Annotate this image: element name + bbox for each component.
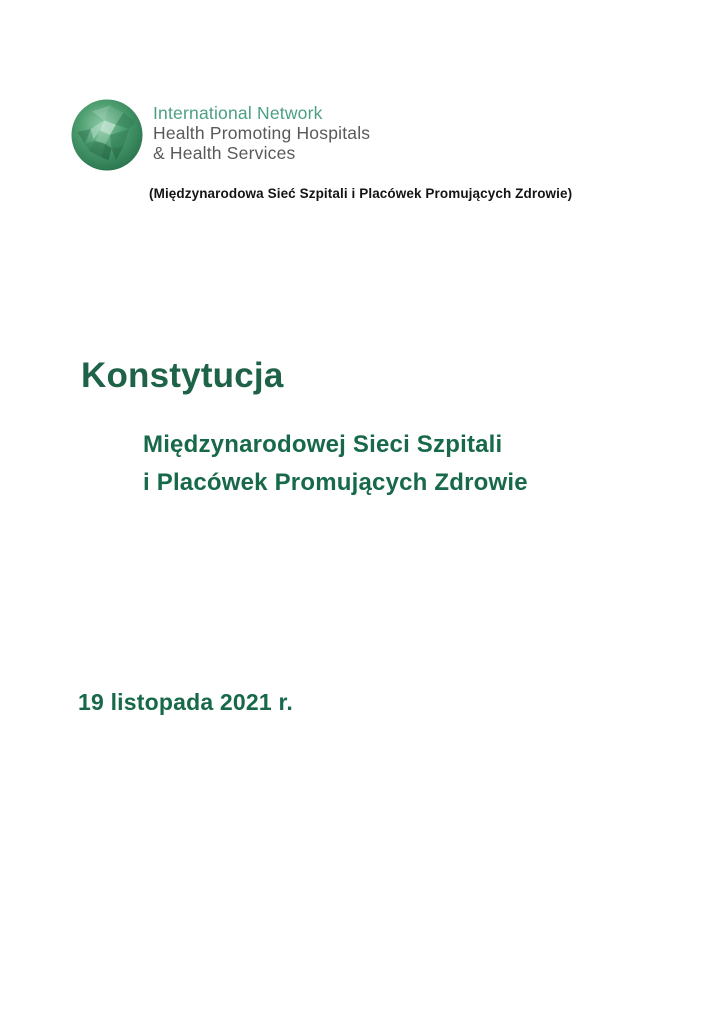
logo-line-international-network: International Network — [153, 103, 323, 123]
faceted-globe-icon — [70, 98, 144, 172]
document-title: Konstytucja — [81, 356, 284, 395]
subtitle-line-2: i Placówek Promujących Zdrowie — [143, 469, 528, 496]
subtitle-line-1: Międzynarodowej Sieci Szpitali — [143, 431, 503, 458]
polish-org-name-parenthetical: (Międzynarodowa Sieć Szpitali i Placówek Promujących Zdrowie) — [149, 186, 573, 201]
logo-line-health-services: & Health Services — [153, 143, 296, 163]
logo-line-health-promoting-hospitals: Health Promoting Hospitals — [153, 123, 371, 143]
document-subtitle — [143, 426, 528, 502]
hph-network-logo — [70, 98, 370, 172]
document-date: 19 listopada 2021 r. — [78, 689, 293, 715]
logo-wordmark — [153, 98, 370, 163]
